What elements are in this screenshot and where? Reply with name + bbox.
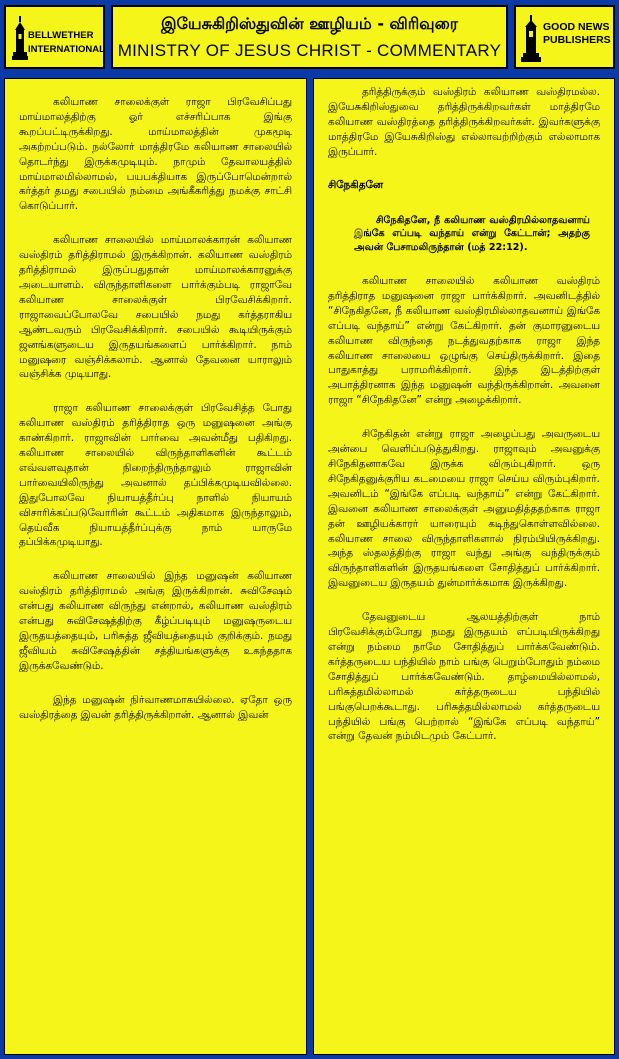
bell-tower-icon <box>12 16 28 62</box>
left-paragraph-3: ராஜா கலியாண சாலைக்குள் பிரவேசித்த போது கலியாண வஸ்திரம் தரித்திராத ஒரு மனுஷனை அங்கு காண்கிறார். ராஜாவின் பார்வை அவன்மீது பதிகிறது. கலியாண சாலையில் விருந்தாளிகளின் கூட்டம் எவ்வளவுதான் நிறைந்திருந்தாலும் ராஜாவின் பார்வையிலிருந்து அவனால் தப்பிக்கமுடியவில்லை. இதுபோலவே நியாயத்தீர்ப்பு நாளில் நியாயம் விசாரிக்கப்படுவோரின் கூட்டம் அதிகமாக இருந்தாலும், தெய்வீக நியாயத்தீர்ப்புக்கு நாம் யாருமே தப்பிக்கமுடியாது. <box>19 402 292 549</box>
logo-right-line-1: GOOD NEWS <box>543 21 610 33</box>
right-paragraph-3: தேவனுடைய ஆலயத்திற்குள் நாம் பிரவேசிக்கும்போது நமது இருதயம் எப்படியிருக்கிறது என்று நம்மை நாமே சோதித்துப் பார்க்கவேண்டும். கர்த்தருடைய பந்தியில் நாம் பங்கு பெறும்போதும் நம்மை சோதித்துப் பார்க்கவேண்டும். தாழ்மையில்லாமல், பரிசுத்தமில்லாமல் கர்த்தருடைய பந்தியில் பங்குபெறக்கூடாது. பரிசுத்தமில்லாமல் கர்த்தருடைய பந்தியில் பங்கு பெற்றால் “இங்கே எப்படி வந்தாய்” என்று தேவன் நம்மிடமும் கேட்பார். <box>328 611 600 743</box>
left-column <box>4 78 307 1055</box>
section-heading: சிநேகிதனே <box>328 178 383 191</box>
good-news-logo <box>514 5 615 69</box>
page-header <box>0 0 619 76</box>
tower-icon <box>521 15 541 63</box>
bellwether-logo <box>4 5 105 69</box>
logo-right-line-2: PUBLISHERS <box>543 34 611 46</box>
page-title-box <box>111 5 508 69</box>
right-paragraph-2: சிநேகிதன் என்று ராஜா அழைப்பது அவருடைய அன்பை வெளிப்படுத்துகிறது. ராஜாவும் அவனுக்கு சிநேகிதனாகவே இருக்க விரும்புகிறார். ஒரு சிநேகிதனுக்குரிய கடமையை ராஜா செய்ய விரும்புகிறார். அவனிடம் “இங்கே எப்படி வந்தாய்” என்று கேட்கிறார். இவனை கலியாண சாலைக்குள் அனுமதித்ததற்காக ராஜா தன் ஊழியக்காரர் யாரையும் கடிந்துகொள்ளவில்லை. கலியாண சாலை விருந்தாளிகளால் நிரம்பியிருக்கிறது. அந்த ஸ்தலத்திற்கு ராஜா வந்து அங்கு வந்திருக்கும் விருந்தாளிகளின் இருதயங்களை சோதித்துப் பார்க்கிறார். இவனுடைய இருதயம் துன்மார்க்கமாக இருக்கிறது. <box>328 428 600 590</box>
left-paragraph-2: கலியாண சாலையில் மாய்மாலக்காரன் கலியாண வஸ்திரம் தரித்திராமல் இருக்கிறான். கலியாண வஸ்திரம் தரித்திராமல் இருப்பதுதான் மாய்மாலக்காரனுக்கு அடையாளம். விருந்தாளிகளை பார்க்கும்படி ராஜாவே கலியாண சாலைக்குள் பிரவேசிக்கிறார். ராஜாவைப்போலவே சபையில் நமது கர்த்தராகிய ஆண்டவரும் பிரவேசிக்கிறார். சபையில் கூடியிருக்கும் ஜனங்களுடைய இருதயங்களைப் பார்க்கிறார். நாம் மனுஷரை வஞ்சிக்கலாம். ஆனால் தேவனை யாராலும் வஞ்சிக்க முடியாது. <box>19 234 292 381</box>
right-column <box>313 78 615 1055</box>
right-paragraph-1: கலியாண சாலையில் கலியாண வஸ்திரம் தரித்திராத மனுஷனை ராஜா பார்க்கிறார். அவனிடத்தில் “சிநேகிதனே, நீ கலியாண வஸ்திரமில்லாதவனாய் இங்கே எப்படி வந்தாய்” என்று கேட்கிறார். தன் குமாரனுடைய கலியாண விருந்தை நடத்துவதற்காக ராஜா இந்த கலியாண சாலையை ஒழுங்கு செய்திருக்கிறார். இதை பாதுகாத்து பராமரிக்கிறார். இந்த இடத்திற்குள் அபாத்திரனாக இந்த மனுஷன் வந்திருக்கிறான். அவனை ராஜா “சிநேகிதனே” என்று அழைக்கிறார். <box>328 275 600 407</box>
page-title-english: MINISTRY OF JESUS CHRIST - COMMENTARY <box>117 41 502 60</box>
page-title-tamil: இயேசுகிறிஸ்துவின் ஊழியம் - விரிவுரை <box>160 14 458 33</box>
logo-left-line-1: BELLWETHER <box>28 30 94 41</box>
left-paragraph-5: இந்த மனுஷன் நிர்வாணமாகயில்லை. ஏதோ ஒரு வஸ்திரத்தை இவன் தரித்திருக்கிறான். ஆனால் இவன் <box>19 693 292 721</box>
right-paragraph-top: தரித்திருக்கும் வஸ்திரம் கலியாண வஸ்திரமல்ல. இயேசுகிறிஸ்துவை தரித்திருக்கிறவர்கள் மாத்திரமே கலியாண வஸ்திரத்தை தரித்திருக்கிறவர்கள். இவர்களுக்கு மாத்திரமே இயேசுகிறிஸ்து எல்லாவற்றிற்கும் எல்லாமாக இருப்பார். <box>328 86 600 158</box>
bellwether-logo-text <box>28 29 105 57</box>
logo-left-line-2: INTERNATIONAL <box>28 44 105 55</box>
scripture-quote: சிநேகிதனே, நீ கலியாண வஸ்திரமில்லாதவனாய் இங்கே எப்படி வந்தாய் என்று கேட்டான்; அதற்கு அவன் பேசாமலிருந்தான் (மத் 22:12). <box>354 214 590 253</box>
good-news-logo-text <box>543 21 611 47</box>
left-paragraph-1: கலியாண சாலைக்குள் ராஜா பிரவேசிப்பது மாய்மாலத்திற்கு ஓர் எச்சரிப்பாக இங்கு கூறப்பட்டிருக்கிறது. மாய்மாலத்தின் முகமூடி அகற்றப்படும். நல்லோர் மாத்திரமே கலியாண சாலையில் தொடர்ந்து இருக்கமுடியும். நாமும் தேவாலயத்தில் மாய்மாலமில்லாமல், பயபக்தியாக இருப்போமென்றால் கர்த்தர் தமது சபையில் நம்மை அங்கீகரித்து நமக்கு சாட்சி கொடுப்பார். <box>19 96 292 213</box>
left-paragraph-4: கலியாண சாலையில் இந்த மனுஷன் கலியாண வஸ்திரம் தரித்திராமல் அங்கு இருக்கிறான். சுவிசேஷம் என்பது கலியாண விருந்து என்றால், கலியாண வஸ்திரம் என்பது சுவிசேஷத்திற்கு கீழ்ப்படியும் மனுஷருடைய இருதயத்தையும், பரிசுத்த ஜீவியத்தையும் குறிக்கும். நமது ஜீவியம் சுவிசேஷத்தின் சத்தியங்களுக்கு உகந்ததாக இருக்கவேண்டும். <box>19 570 292 672</box>
